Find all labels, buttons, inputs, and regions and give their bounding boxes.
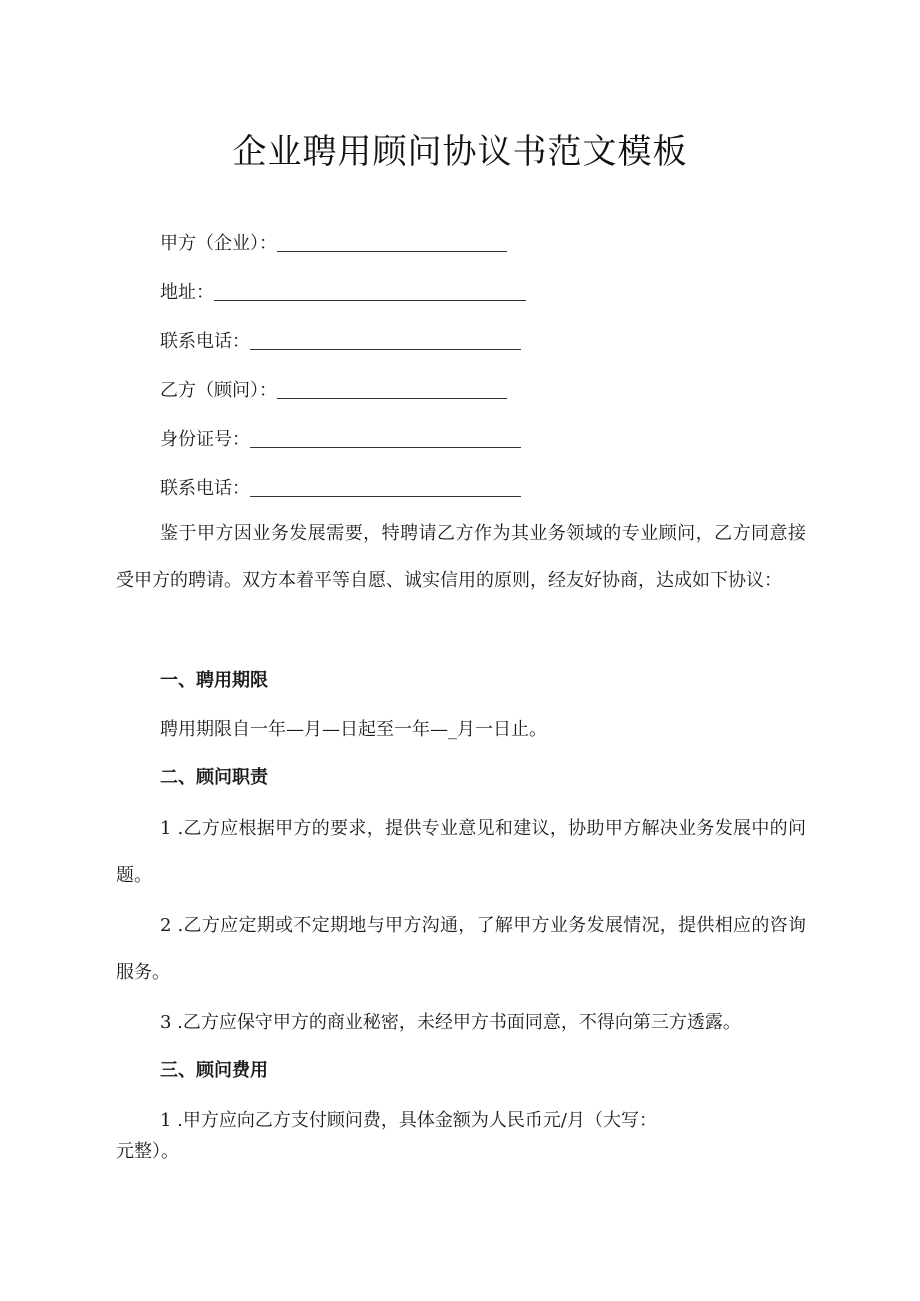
id-number-blank <box>250 427 521 448</box>
section3-heading: 三、顾问费用 <box>160 1060 268 1081</box>
party-a-label: 甲方（企业）： <box>160 233 277 254</box>
party-a-phone-field <box>160 324 521 354</box>
party-b-label: 乙方（顾问）： <box>160 380 277 401</box>
party-b-phone-label: 联系电话： <box>160 478 250 499</box>
id-number-label: 身份证号： <box>160 429 250 450</box>
party-b-field <box>160 373 507 403</box>
party-b-phone-blank <box>250 476 521 497</box>
address-label: 地址： <box>160 282 214 303</box>
section2-heading: 二、顾问职责 <box>160 767 268 788</box>
section2-item1: 1 .乙方应根据甲方的要求，提供专业意见和建议，协助甲方解决业务发展中的问题。 <box>116 818 806 886</box>
party-a-phone-label: 联系电话： <box>160 331 250 352</box>
intro-paragraph: 鉴于甲方因业务发展需要，特聘请乙方作为其业务领域的专业顾问，乙方同意接受甲方的聘请。双方本着平等自愿、诚实信用的原则，经友好协商，达成如下协议： <box>116 523 806 591</box>
party-a-phone-blank <box>250 329 521 350</box>
party-a-field <box>160 226 507 256</box>
id-number-field <box>160 422 521 452</box>
party-b-blank <box>277 378 507 399</box>
section2-item3: 3 .乙方应保守甲方的商业秘密，未经甲方书面同意，不得向第三方透露。 <box>160 1012 741 1033</box>
address-blank <box>214 280 526 301</box>
address-field <box>160 275 526 305</box>
document-title: 企业聘用顾问协议书范文模板 <box>232 132 688 172</box>
party-b-phone-field <box>160 471 521 501</box>
section1-text: 聘用期限自一年—月—日起至一年—_月一日止。 <box>160 719 547 740</box>
section3-item1-line2: 元整）。 <box>116 1141 179 1162</box>
section3-item1-line1: 1 .甲方应向乙方支付顾问费，具体金额为人民币元/月（大写： <box>160 1110 657 1131</box>
section2-item2: 2 .乙方应定期或不定期地与甲方沟通，了解甲方业务发展情况，提供相应的咨询服务。 <box>116 915 806 983</box>
section1-heading: 一、聘用期限 <box>160 670 268 691</box>
party-a-blank <box>277 231 507 252</box>
